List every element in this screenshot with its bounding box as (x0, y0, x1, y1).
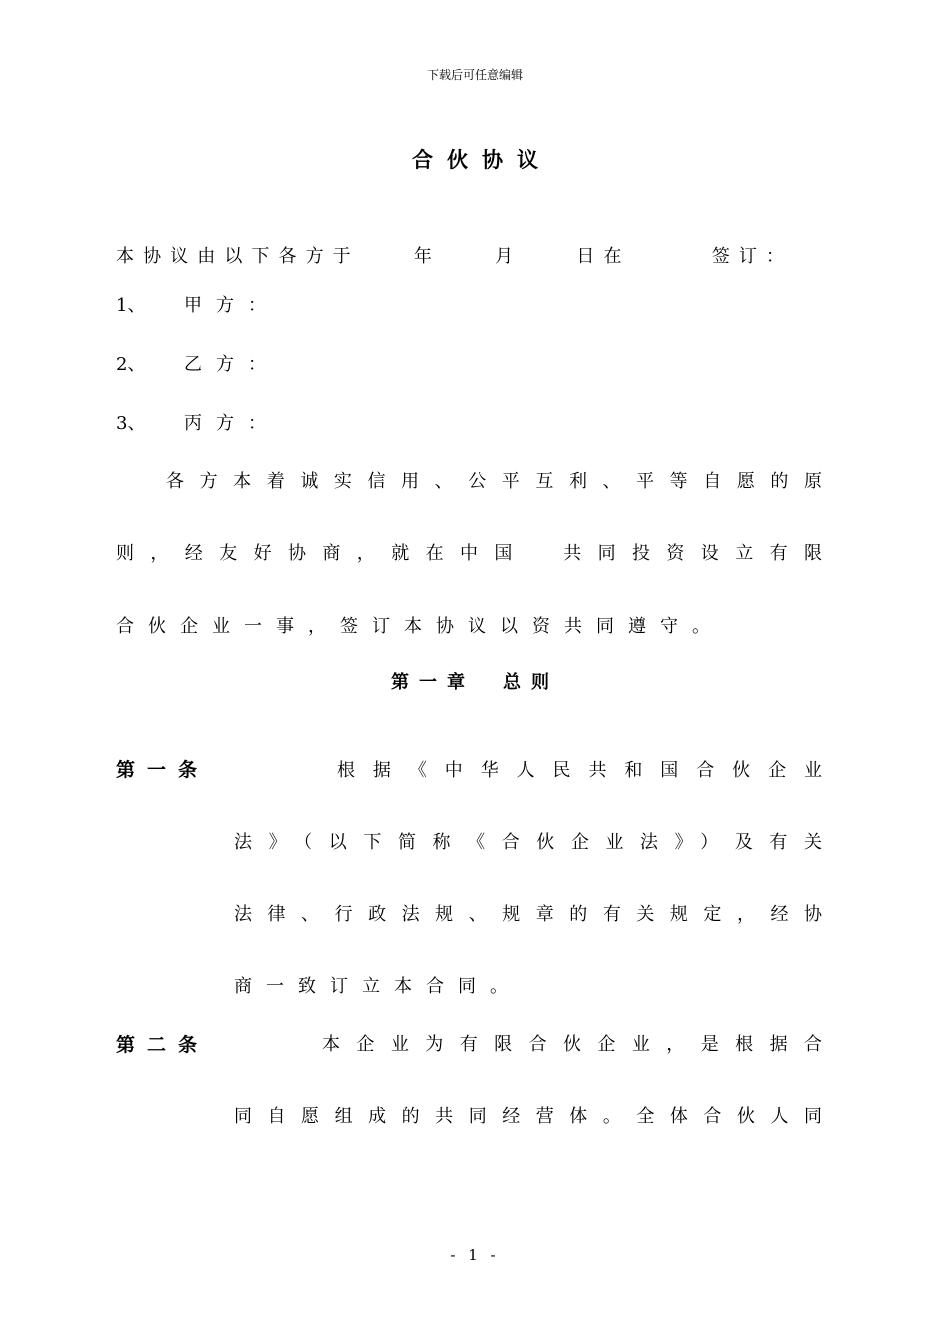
party-number: 1、 (116, 295, 146, 316)
party-number: 3、 (116, 413, 146, 434)
article-line: 根据《中华人民共和国合伙企业 (337, 760, 822, 781)
article-line: 本企业为有限合伙企业，是根据合 (322, 1034, 822, 1055)
party-label: 甲方： (184, 295, 280, 316)
document-title: 合伙协议 (412, 147, 552, 172)
article-label: 第一条 (116, 759, 210, 781)
header-note: 下载后可任意编辑 (426, 68, 523, 82)
article-line: 同自愿组成的共同经营体。全体合伙人同 (234, 1106, 822, 1127)
article-line: 法》（以下简称《合伙企业法》）及有关 (234, 832, 822, 853)
page-number: - 1 - (450, 1246, 500, 1264)
intro-paragraph-line: 各方本着诚实信用、公平互利、平等自愿的原 (166, 471, 822, 492)
party-label: 乙方： (184, 354, 280, 375)
intro-line: 本协议由以下各方于 年 月 日在 签订： (116, 246, 784, 267)
article-label: 第二条 (116, 1034, 210, 1056)
chapter-heading (0, 668, 950, 694)
article-line: 商一致订立本合同。 (234, 976, 522, 997)
intro-paragraph-line: 合伙企业一事，签订本协议以资共同遵守。 (116, 616, 724, 637)
party-label: 丙方： (184, 413, 280, 434)
party-number: 2、 (116, 354, 146, 375)
article-line: 法律、行政法规、规章的有关规定，经协 (234, 904, 822, 925)
intro-paragraph-line: 则，经友好协商，就在中国 共同投资设立有限 (116, 543, 822, 564)
chapter-number: 第一章 (391, 672, 475, 693)
chapter-name: 总则 (503, 672, 559, 693)
